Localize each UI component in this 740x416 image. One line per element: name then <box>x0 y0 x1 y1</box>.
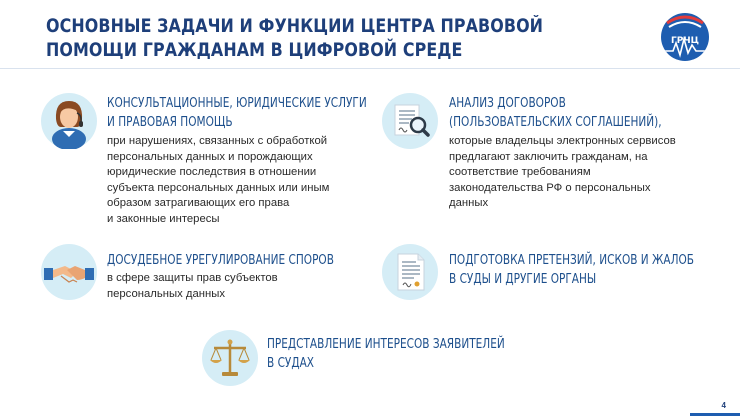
item-1-heading-line-1: КОНСУЛЬТАЦИОННЫЕ, ЮРИДИЧЕСКИЕ УСЛУГИ <box>107 95 367 111</box>
item-3-desc-line: в сфере защиты прав субъектов <box>107 272 278 284</box>
item-4-heading-line-1: ПОДГОТОВКА ПРЕТЕНЗИЙ, ИСКОВ И ЖАЛОБ <box>449 252 695 268</box>
item-1-desc-line: при нарушениях, связанных с обработкой <box>107 135 328 147</box>
item-1-desc-line: образом затрагивающих его права <box>107 197 290 209</box>
consultant-icon <box>41 93 97 149</box>
item-4-heading <box>449 251 694 289</box>
item-5-heading-line-1: ПРЕДСТАВЛЕНИЕ ИНТЕРЕСОВ ЗАЯВИТЕЛЕЙ <box>267 336 505 352</box>
item-2-heading <box>449 94 662 132</box>
item-4-heading-line-2: В СУДЫ И ДРУГИЕ ОРГАНЫ <box>449 271 597 287</box>
grchc-logo <box>661 13 709 61</box>
item-3-heading-line-1: ДОСУДЕБНОЕ УРЕГУЛИРОВАНИЕ СПОРОВ <box>107 252 334 268</box>
item-5-heading <box>267 335 505 373</box>
item-2-heading-line-1: АНАЛИЗ ДОГОВОРОВ <box>449 95 566 111</box>
item-2-desc-line: соответствие требованиям <box>449 166 591 178</box>
item-5-heading-line-2: В СУДАХ <box>267 355 314 371</box>
scales-icon <box>202 330 258 386</box>
item-1-description <box>107 134 329 227</box>
page-title <box>46 15 562 63</box>
item-1-desc-line: и законные интересы <box>107 212 220 225</box>
item-2-desc-line: законодательства РФ о персональных <box>449 181 651 194</box>
item-2-description <box>449 134 676 212</box>
item-1-desc-line: субъекта персональных данных или иным <box>107 181 330 194</box>
title-line-2: ПОМОЩИ ГРАЖДАНАМ В ЦИФРОВОЙ СРЕДЕ <box>46 40 463 61</box>
document-icon <box>382 244 438 300</box>
logo-text: ГРЧЦ <box>671 36 699 46</box>
item-2-desc-line: которые владельцы электронных сервисов <box>449 135 676 147</box>
header-divider <box>0 68 740 69</box>
item-1-heading <box>107 94 367 132</box>
item-2-heading-line-2: (ПОЛЬЗОВАТЕЛЬСКИХ СОГЛАШЕНИЙ), <box>449 114 662 130</box>
item-2-desc-line: данных <box>449 197 489 209</box>
item-1-heading-line-2: И ПРАВОВАЯ ПОМОЩЬ <box>107 114 233 130</box>
item-3-desc-line: персональных данных <box>107 287 226 300</box>
handshake-icon <box>41 244 97 300</box>
item-3-description <box>107 271 278 302</box>
item-3-heading <box>107 251 334 270</box>
page-number: 4 <box>721 401 726 410</box>
item-1-desc-line: юридические последствия в отношении <box>107 166 317 178</box>
title-line-1: ОСНОВНЫЕ ЗАДАЧИ И ФУНКЦИИ ЦЕНТРА ПРАВОВОЙ <box>46 16 544 37</box>
item-2-desc-line: предлагают заключить гражданам, на <box>449 150 648 163</box>
contract-magnifier-icon <box>382 93 438 149</box>
item-1-desc-line: персональных данных и порождающих <box>107 150 313 163</box>
